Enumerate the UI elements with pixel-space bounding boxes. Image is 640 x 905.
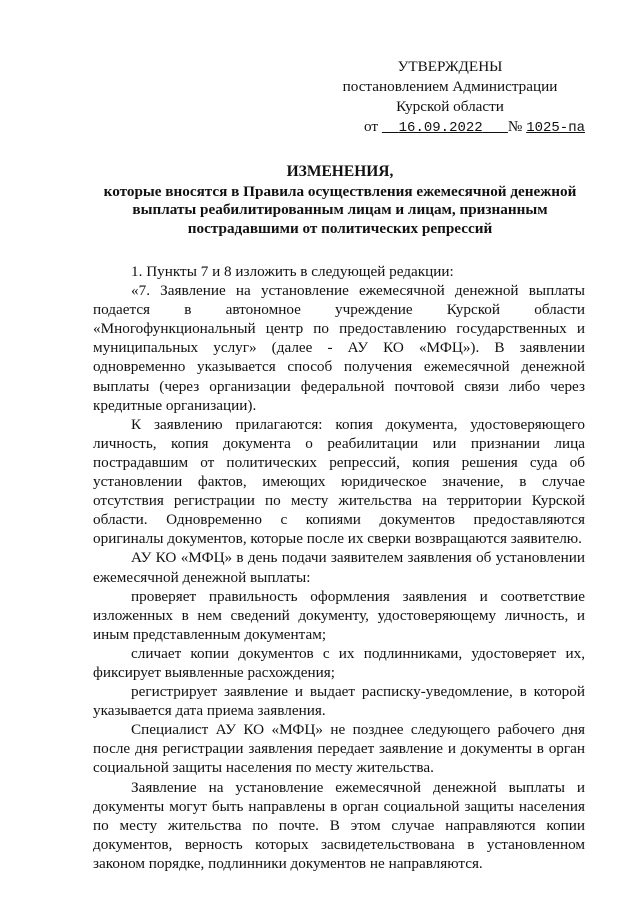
paragraph-3: К заявлению прилагаются: копия документа, удостоверяющего личность, копия документа о реабилитации или признании лица пострадавшим от политических репрессий, копия решения суда об установлении фактов, имеющих юридическое значение, в случае отсутствия регистрации по месту жительства на территории Курской области. Одновременно с копиями документов предоставляются оригиналы документов, которые после их сверки возвращаются заявителю. [93, 415, 585, 548]
paragraph-2: «7. Заявление на установление ежемесячной денежной выплаты подается в автономное учреждение Курской области «Многофункциональный центр по предоставлению государственных и муниципальных услуг» (далее - АУ КО «МФЦ»). В заявлении одновременно указывается способ получения ежемесячной денежной выплаты (через организации федеральной почтовой связи либо через кредитные организации). [93, 282, 585, 414]
heading-title: ИЗМЕНЕНИЯ, [286, 163, 394, 180]
paragraph-7: регистрирует заявление и выдает расписку-уведомление, в которой указывается дата приема заявления. [93, 683, 585, 720]
document-body [93, 262, 585, 873]
paragraph-1: 1. Пункты 7 и 8 изложить в следующей редакции: [131, 263, 454, 280]
paragraph-5: проверяет правильность оформления заявления и соответствие изложенных в нем сведений документу, удостоверяющему личность, и иным представленным документам; [93, 587, 585, 643]
approval-title: УТВЕРЖДЕНЫ [397, 58, 503, 75]
paragraph-4: АУ КО «МФЦ» в день подачи заявителем заявления об установлении ежемесячной денежной выплаты: [93, 549, 585, 586]
paragraph-8: Специалист АУ КО «МФЦ» не позднее следующего рабочего дня после дня регистрации заявления передает заявление и документы в орган социальной защиты населения по месту жительства. [93, 721, 585, 777]
number-prefix: № [507, 118, 523, 135]
paragraph-6: сличает копии документов с их подлинниками, удостоверяет их, фиксирует выявленные расхождения; [93, 644, 585, 681]
approval-block [300, 57, 600, 138]
heading-subtitle: которые вносятся в Правила осуществления ежемесячной денежной выплаты реабилитированным лицам и лицам, признанным пострадавшими от политических репрессий [103, 182, 577, 237]
paragraph-9: Заявление на установление ежемесячной денежной выплаты и документы могут быть направлены в орган социальной защиты населения по месту жительства по почте. В этом случае направляются копии документов, верность которых засвидетельствована в установленном законом порядке, подлинники документов не направляются. [93, 778, 585, 872]
approval-date [382, 120, 508, 136]
date-prefix: от [364, 118, 379, 135]
approval-line-2: Курской области [396, 98, 504, 115]
approval-date-line [300, 117, 600, 138]
approval-date-value: 16.09.2022 [398, 120, 483, 136]
approval-line-1: постановлением Администрации [342, 78, 558, 95]
approval-number: 1025-па [526, 120, 585, 136]
document-heading [90, 163, 590, 238]
